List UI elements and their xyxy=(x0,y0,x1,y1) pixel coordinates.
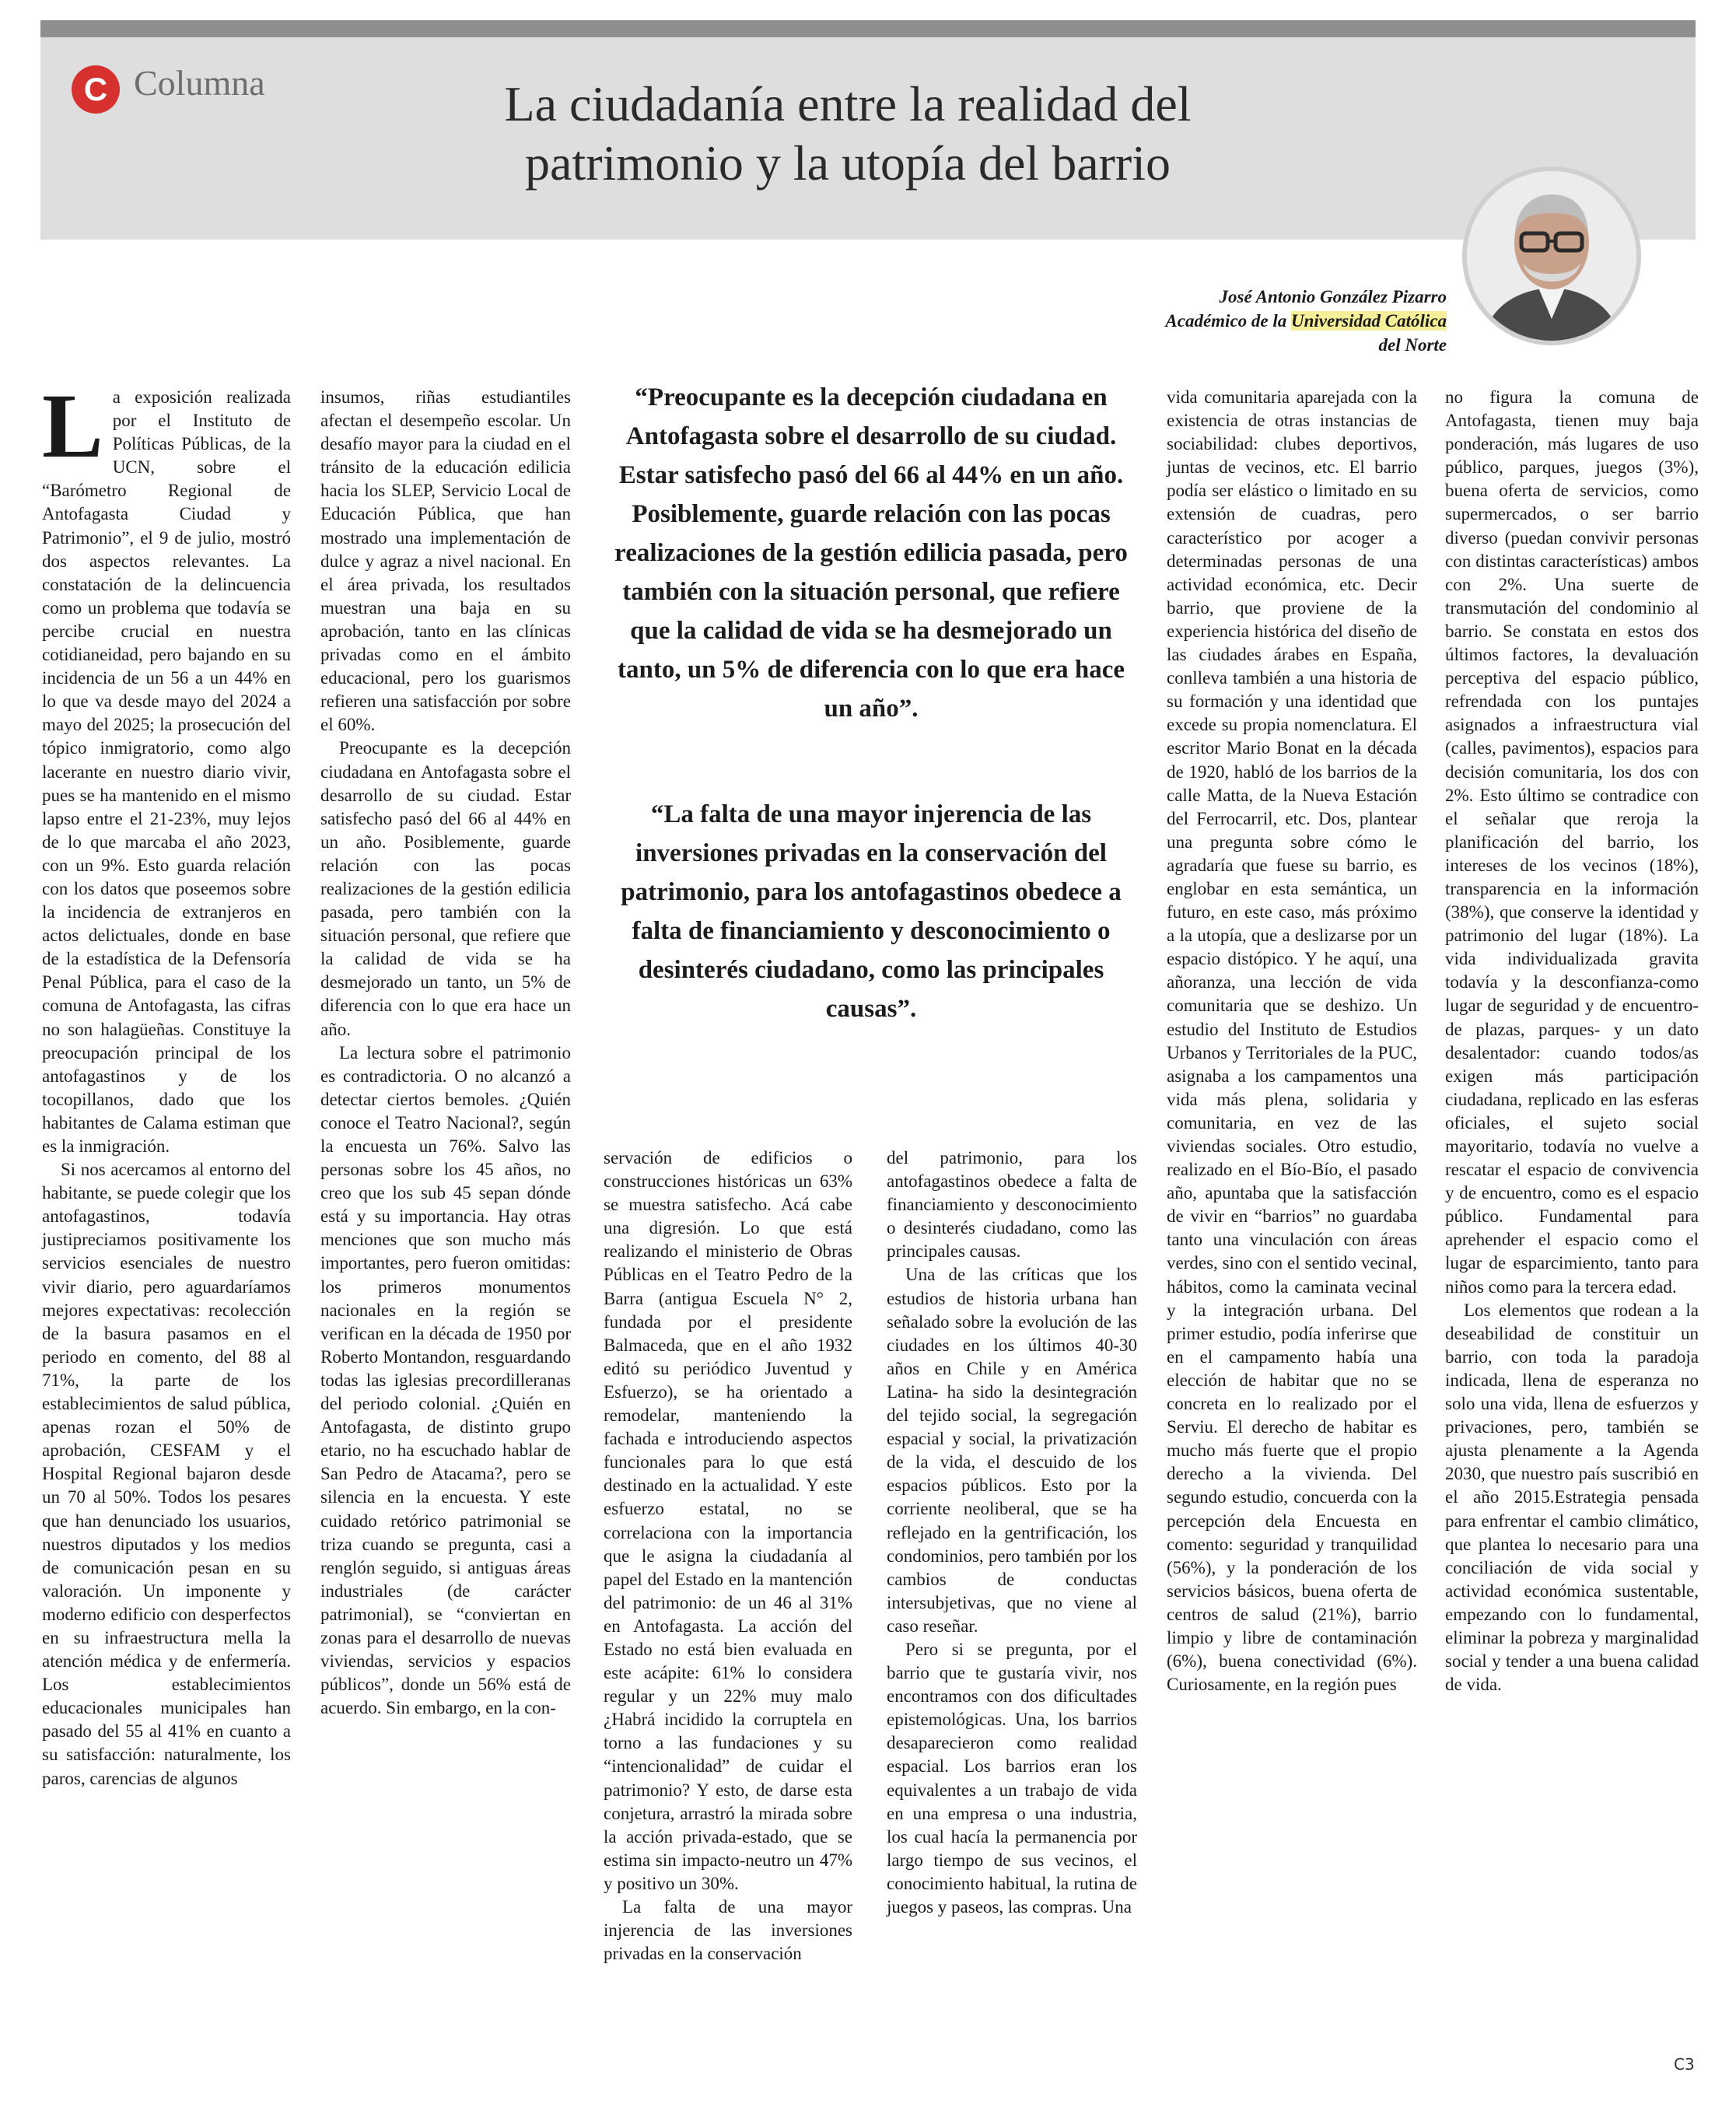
paragraph-text: a exposición realizada por el Instituto de Políticas Públicas, de la UCN, sobre el “Barómetro Regional de Antofagasta Ciudad y Patrimonio”, el 9 de julio, mostró dos aspectos relevantes. La constatación de la delincuencia como un problema que todavía se percibe crucial en nuestra cotidianeidad, pero bajando en su incidencia de un 56 a un 44% en lo que va desde mayo del 2024 a mayo del 2025; la prosecución del tópico inmigratorio, como algo lacerante en nuestro diario vivir, pues se ha mantenido en el mismo lapso entre el 21-23%, muy lejos de lo que marcaba el año 2023, con un 9%. Esto guarda relación con los datos que poseemos sobre la incidencia de extranjeros en actos delictuales, donde en base de la estadística de la Defensoría Penal Pública, para el caso de la comuna de Antofagasta, las cifras no son halagüeñas. Constituye la preocupación principal de los antofagastinos y de los tocopillanos, dado que los habitantes de Calama estiman que es la inmigración. xyxy=(42,387,291,1156)
author-role-prefix: Académico de la xyxy=(1165,311,1292,331)
paragraph: insumos, riñas estudiantiles afectan el desempeño escolar. Un desafío mayor para la ciudad en el tránsito de la educación edilicia hacia los SLEP, Servicio Local de Educación Pública, que han mostrado una implementación de dulce y agraz a nivel nacional. En el área privada, los resultados muestran una baja en su aprobación, tanto en las clínicas privadas como en el ámbito educacional, pero los guarismos refieren una satisfacción por sobre el 60%. xyxy=(320,387,571,735)
section-label: Columna xyxy=(134,63,265,103)
paragraph: del patrimonio, para los antofagastinos obedece a falta de financiamiento y desconocimiento o desinterés ciudadano, como las principales causas. xyxy=(887,1148,1137,1262)
author-role xyxy=(1011,309,1447,333)
paragraph: Si nos acercamos al entorno del habitante, se puede colegir que los antofagastinos, todavía justipreciamos positivamente los servicios esenciales de nuestro vivir diario, pero aguardaríamos mejores expectativas: recolección de la basura pasamos en el periodo en comento, del 88 al 71%, la parte de los establecimientos de salud pública, apenas rozan el 50% de aprobación, CESFAM y el Hospital Regional bajaron desde un 70 al 50%. Todos los pesares que han denunciado los usuarios, nuestros diputados y los medios de comunicación pesan en su valoración. Un imponente y moderno edificio con desperfectos en su infraestructura mella la atención médica y de enfermería. Los establecimientos educacionales municipales han pasado del 55 al 41% en cuanto a su satisfacción: naturalmente, los paros, carencias de algunos xyxy=(42,1160,291,1788)
top-rule xyxy=(40,20,1696,37)
author-name: José Antonio González Pizarro xyxy=(1219,287,1447,306)
paragraph: Una de las críticas que los estudios de historia urbana han señalado sobre la evolución de las ciudades en los últimos 40-30 años en Chile y en América Latina- ha sido la desintegración del tejido social, la segregación espacial y social, la privatización de la vida, el descuido de los espacios públicos. Esto por la corriente neoliberal, que se ha reflejado en la gentrificación, los condominios, pero también por los cambios de conductas intersubjetivas, que no viene al caso reseñar. xyxy=(887,1265,1137,1636)
paragraph: La lectura sobre el patrimonio es contradictoria. O no alcanzó a detectar ciertos bemoles. ¿Quién conoce el Teatro Nacional?, según la encuesta un 76%. Salvo las personas sobre los 45 años, no creo que los sub 45 sepan dónde está y su importancia. Hay otras menciones que son mucho más importantes, pero fueron omitidas: los primeros monumentos nacionales en la región se verifican en la década de 1950 por Roberto Montandon, resguardando todas las iglesias precordilleranas del periodo colonial. ¿Quién en Antofagasta, de distinto grupo etario, no ha escuchado hablar de San Pedro de Atacama?, pero se silencia en la encuesta. Y este cuidado retórico patrimonial se triza cuando se pregunta, casi a renglón seguido, si antiguas áreas industriales (de carácter patrimonial), se “conviertan en zonas para el desarrollo de nuevas viviendas, servicios y espacios públicos”, donde un 56% está de acuerdo. Sin embargo, en la con- xyxy=(320,1042,571,1718)
article-column-4 xyxy=(887,1147,1137,2078)
paragraph: Preocupante es la decepción ciudadana en Antofagasta sobre el desarrollo de su ciudad. Estar satisfecho pasó del 66 al 44% en un año. Posiblemente, guarde relación con las pocas realizaciones de la gestión edilicia pasada, pero también con la situación personal, que refiere que la calidad de vida se ha desmejorado un tanto, un 5% de diferencia con lo que era hace un año. xyxy=(320,738,571,1039)
article-column-5 xyxy=(1167,386,1417,2078)
author-role-highlight: Universidad Católica xyxy=(1291,311,1447,331)
end-mark-icon: C3 xyxy=(1674,2055,1695,2074)
author-portrait-icon xyxy=(1467,171,1636,341)
paragraph: vida comunitaria aparejada con la existencia de otras instancias de sociabilidad: clubes deportivos, juntas de vecinos, etc. El barrio podía ser elástico o limitado en su extensión de cuadras, pero característico por acoger a determinadas personas de una actividad económica, etc. Decir barrio, que proviene de la experiencia histórica del diseño de las ciudades árabes en España, conlleva también a una historia de su formación y una identidad que excede su propia nomenclatura. El escritor Mario Bonat en la década de 1920, habló de los barrios de la calle Matta, de la Nueva Estación del Ferrocarril, etc. Dos, plantear una pregunta sobre cómo le agradaría que fuese su barrio, es englobar en esta semántica, un futuro, en este caso, más próximo a la utopía, que a deslizarse por un espacio distópico. Y he aquí, una añoranza, una lección de vida comunitaria que se deshizo. Un estudio del Instituto de Estudios Urbanos y Territoriales de la PUC, asignaba a los campamentos una vida más plena, solidaria y comunitaria, en vez de las viviendas sociales. Otro estudio, realizado en el Bío-Bío, el pasado año, apuntaba que la satisfacción de vivir en “barrios” no guardaba tanto una vinculación con áreas verdes, sino con el sentido vecinal, hábitos, como la caminata vecinal y la integración urbana. Del primer estudio, podía inferirse que en el campamento había una elección de habitar que no se concreta en lo realizado por el Serviu. El derecho de habitar es mucho más fuerte que el propio derecho a la vivienda. Del segundo estudio, concuerda con la percepción dela Encuesta en comento: seguridad y tranquilidad (56%), y la ponderación de los servicios básicos, buena oferta de centros de salud (21%), barrio limpio y libre de contaminación (6%), buena conectividad (6%). Curiosamente, en la región pues xyxy=(1167,387,1417,1695)
paragraph: La falta de una mayor injerencia de las inversiones privadas en la conservación xyxy=(604,1897,852,1964)
article-column-6 xyxy=(1445,386,1699,2078)
paragraph: Pero si se pregunta, por el barrio que te gustaría vivir, nos encontramos con dos dificultades epistemológicas. Una, los barrios desaparecieron como realidad espacial. Los barrios eran los equivalentes a un trabajo de vida en una empresa o una industria, los cual hacía la permanencia por largo tiempo de sus vecinos, el conocimiento habitual, la rutina de juegos y paseos, las compras. Una xyxy=(887,1639,1137,1917)
pull-quote-2: “La falta de una mayor injerencia de las inversiones privadas en la conservación del patrimonio, para los antofagastinos obedece a falta de financiamiento y desconocimiento o desinterés ciudadano, como las principales causas”. xyxy=(621,800,1122,1023)
section-badge-icon: C xyxy=(72,65,120,114)
article-column-3 xyxy=(604,1147,852,2078)
pull-quote-1: “Preocupante es la decepción ciudadana en Antofagasta sobre el desarrollo de su ciudad. Estar satisfecho pasó del 66 al 44% en un año. Posiblemente, guarde relación con las pocas realizaciones de la gestión edilicia pasada, pero también con la situación personal, que refiere que la calidad de vida se ha desmejorado un tanto, un 5% de diferencia con lo que era hace un año”. xyxy=(614,383,1128,723)
drop-cap: L xyxy=(42,375,103,477)
author-role-suffix: del Norte xyxy=(1378,335,1447,355)
article-column-1 xyxy=(42,375,291,2078)
headline: La ciudadanía entre la realidad del patrimonio y la utopía del barrio xyxy=(504,76,1192,191)
paragraph: Los elementos que rodean a la deseabilidad de constituir un barrio, con toda la paradoja indicada, llena de esperanza no solo una vida, llena de esfuerzos y privaciones, pero, también se ajusta plenamente a la Agenda 2030, que nuestro país suscribió en el año 2015.Estrategia pensada para enfrentar el cambio climático, que plantea lo necesario para una conciliación de vida social y actividad económica sustentable, empezando con lo fundamental, eliminar la pobreza y marginalidad social y tender a una buena calidad de vida. xyxy=(1445,1300,1699,1695)
byline xyxy=(1011,285,1447,357)
paragraph xyxy=(42,375,291,1158)
article-column-2 xyxy=(320,386,571,2078)
paragraph: servación de edificios o construcciones históricas un 63% se muestra satisfecho. Acá cabe una digresión. Lo que está realizando el ministerio de Obras Públicas en el Teatro Pedro de la Barra (antigua Escuela N° 2, fundada por el presidente Balmaceda, que en el año 1932 editó su periódico Juventud y Esfuerzo), se ha orientado a remodelar, manteniendo la fachada e introduciendo aspectos funcionales para lo que está destinado en la actualidad. Y este esfuerzo estatal, no se correlaciona con la importancia que le asigna la ciudadanía al papel del Estado en la mantención del patrimonio: de un 46 al 31% en Antofagasta. La acción del Estado no está bien evaluada en este acápite: 61% lo considera regular y un 22% muy malo ¿Habrá incidido la corruptela en torno a las fundaciones y su “intencionalidad” de cuidar el patrimonio? Y esto, de darse esta conjetura, arrastró la mirada sobre la acción privada-estado, que se estima sin impacto-neutro un 47% y positivo un 30%. xyxy=(604,1148,852,1893)
paragraph: no figura la comuna de Antofagasta, tienen muy baja ponderación, más lugares de uso público, parques, juegos (3%), buena oferta de servicios, como supermercados, o ser barrio diverso (puedan convivir personas con distintas características) ambos con 2%. Una suerte de transmutación del condominio al barrio. Se constata en estos dos últimos factores, la devaluación perceptiva del espacio público, refrendada con los puntajes asignados a infraestructura vial (calles, pavimentos), espacios para decisión comunitaria, los dos con 2%. Esto último se contradice con el señalar que reroja la planificación del barrio, los intereses de los vecinos (18%), transparencia en la información (38%), que conserve la identidad y patrimonio del lugar (18%). La vida individualizada gravita todavía y la desconfianza-como lugar de seguridad y de encuentro- de plazas, parques- y un dato desalentador: cuando todos/as exigen más participación ciudadana, replicado en las esferas oficiales, el sujeto social mayoritario, todavía no vuelve a rescatar el espacio de convivencia y de encuentro, como es el espacio público. Fundamental para aprehender el espacio como el lugar de esparcimiento, tanto para niños como para la tercera edad. xyxy=(1445,387,1699,1297)
author-photo xyxy=(1462,166,1641,345)
